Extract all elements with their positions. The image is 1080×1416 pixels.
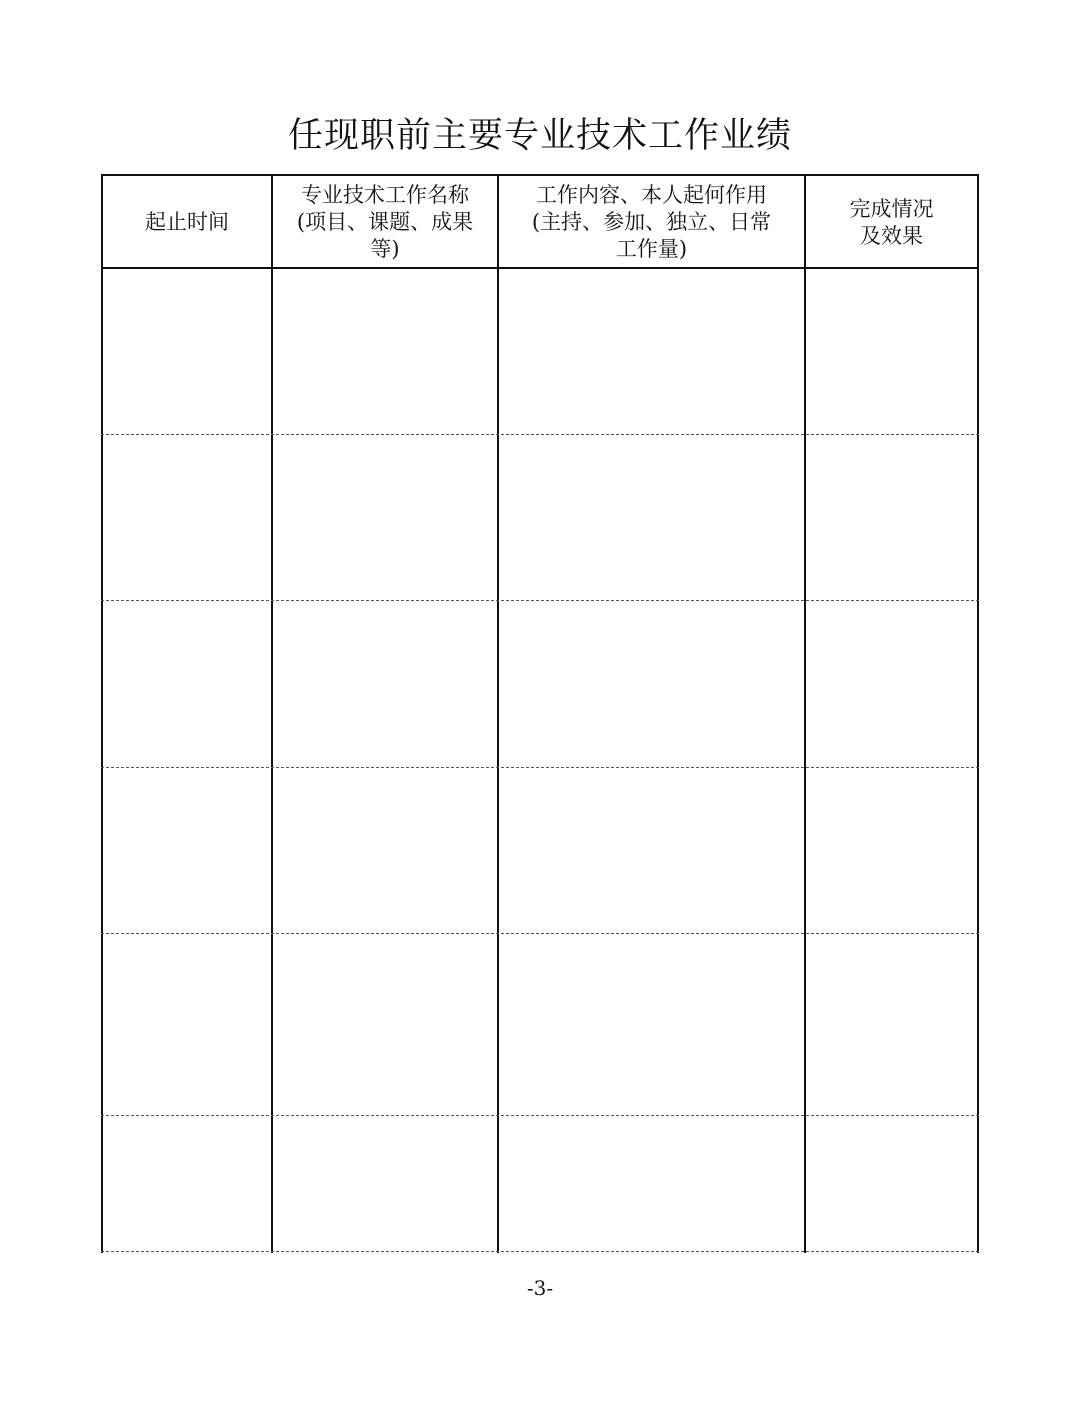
- header-text: (主持、参加、独立、日常: [531, 210, 772, 234]
- header-text: 工作内容、本人起何作用: [535, 183, 767, 207]
- column-border: [804, 175, 806, 1253]
- header-period: [103, 177, 271, 268]
- table-top-border: [101, 174, 979, 176]
- row-divider: [101, 600, 979, 601]
- column-border: [977, 175, 979, 1253]
- header-text: 专业技术工作名称: [300, 183, 469, 207]
- header-text: 工作量): [615, 237, 688, 261]
- header-text: 完成情况: [849, 196, 934, 221]
- row-divider: [101, 434, 979, 435]
- page-title: 任现职前主要专业技术工作业绩: [287, 116, 792, 156]
- header-text: 及效果: [860, 223, 923, 248]
- header-work-content: [499, 177, 804, 268]
- column-border: [271, 175, 273, 1253]
- header-text: (项目、课题、成果: [296, 210, 474, 234]
- header-text: 等): [370, 237, 400, 261]
- header-text: 起止时间: [145, 210, 229, 234]
- header-work-name: [273, 177, 497, 268]
- header-results: [806, 177, 977, 268]
- row-divider: [101, 933, 979, 934]
- column-border: [101, 175, 103, 1253]
- page-number: -3-: [526, 1276, 554, 1300]
- row-divider: [101, 1251, 979, 1252]
- row-divider: [101, 1115, 979, 1116]
- row-divider: [101, 767, 979, 768]
- column-border: [497, 175, 499, 1253]
